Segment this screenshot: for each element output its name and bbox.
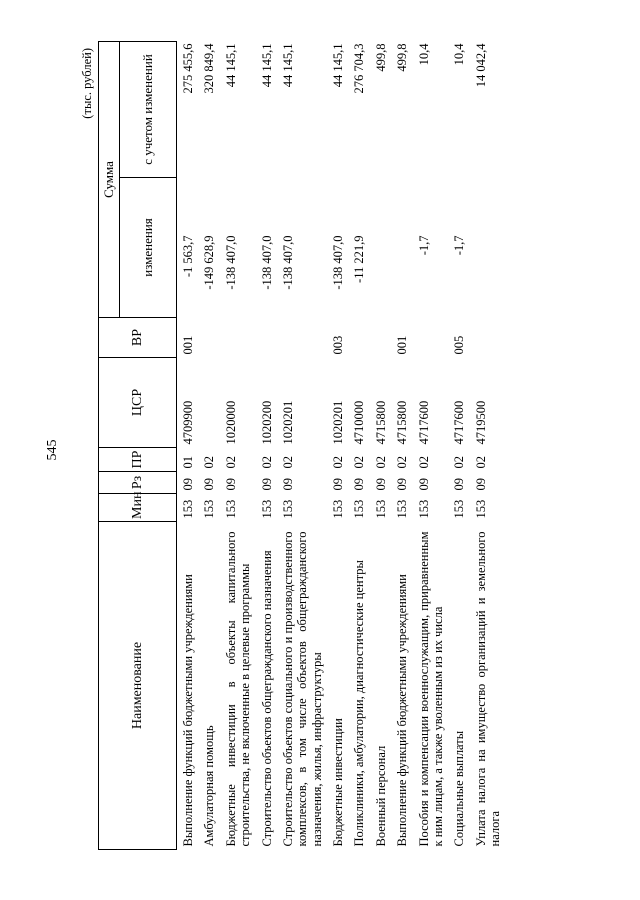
row-rz: 09 — [181, 478, 195, 491]
header-vr: ВР — [99, 318, 177, 358]
table-row — [177, 42, 199, 850]
row-vr: 003 — [331, 335, 345, 355]
row-rz: 09 — [280, 478, 295, 491]
row-name: Выполнение функций бюджетными учреждениями — [181, 574, 195, 847]
row-csr: 1020201 — [331, 400, 345, 445]
row-name: Военный персонал — [373, 745, 388, 847]
row-rz: 09 — [473, 478, 488, 491]
row-change: -1,7 — [416, 235, 431, 256]
row-total: 10,4 — [416, 43, 431, 66]
row-change: -1,7 — [452, 235, 467, 256]
table-row — [256, 42, 277, 850]
header-changes: изменения — [120, 178, 177, 318]
row-min: 153 — [223, 499, 238, 519]
row-pr: 02 — [352, 456, 367, 469]
row-csr: 4715800 — [373, 400, 388, 445]
row-change: -138 407,0 — [259, 235, 274, 290]
table-row — [327, 42, 348, 850]
table-row — [370, 42, 391, 850]
row-vr — [370, 318, 391, 358]
table-row — [348, 42, 369, 850]
row-csr: 4710000 — [352, 400, 367, 445]
row-name: Пособия и компенсации военнослужащим, приравненным к ним лицам, а также уволенным из их числа — [416, 531, 445, 847]
row-vr — [198, 318, 219, 358]
row-pr: 02 — [452, 456, 467, 469]
row-min: 153 — [416, 499, 431, 519]
header-sum: Сумма — [99, 42, 120, 318]
row-total: 499,8 — [395, 43, 410, 72]
row-rz: 09 — [259, 478, 274, 491]
row-change: -138 407,0 — [280, 235, 295, 290]
row-rz: 09 — [202, 478, 217, 491]
row-csr: 4709900 — [181, 400, 195, 445]
row-min: 153 — [259, 499, 274, 519]
row-min: 153 — [395, 499, 410, 519]
row-name: Выполнение функций бюджетными учреждениями — [395, 574, 410, 847]
row-name: Амбулаторная помощь — [202, 725, 217, 847]
table-row — [198, 42, 219, 850]
row-vr — [256, 318, 277, 358]
row-vr — [277, 318, 327, 358]
units-label: (тыс. рублей) — [80, 48, 94, 119]
row-total: 275 455,6 — [181, 43, 195, 94]
row-vr — [348, 318, 369, 358]
header-name: Наименование — [99, 522, 177, 850]
page-number: 545 — [45, 439, 60, 461]
row-pr: 02 — [223, 456, 238, 469]
header-min: Мин — [99, 494, 177, 522]
row-total: 44 145,1 — [223, 43, 238, 88]
row-pr: 02 — [259, 456, 274, 469]
row-rz: 09 — [395, 478, 410, 491]
row-total: 44 145,1 — [331, 43, 345, 88]
row-csr: 4715800 — [395, 400, 410, 445]
row-csr: 4717600 — [416, 400, 431, 445]
row-min: 153 — [202, 499, 217, 519]
row-csr: 4717600 — [452, 400, 467, 445]
row-pr: 02 — [202, 456, 217, 469]
row-vr — [470, 318, 506, 358]
row-vr: 001 — [395, 335, 410, 355]
rotated-page-content — [80, 42, 578, 850]
row-name: Социальные выплаты — [452, 730, 467, 847]
table-row — [448, 42, 469, 850]
row-total: 276 704,3 — [352, 43, 367, 94]
row-change — [391, 178, 412, 318]
table-row — [220, 42, 256, 850]
row-pr: 02 — [280, 456, 295, 469]
table-header — [99, 42, 177, 850]
row-rz: 09 — [416, 478, 431, 491]
row-rz: 09 — [331, 478, 345, 491]
row-csr: 1020200 — [259, 400, 274, 445]
row-pr: 02 — [331, 456, 345, 469]
row-csr: 1020201 — [280, 400, 295, 445]
row-min: 153 — [352, 499, 367, 519]
row-name: Бюджетные инвестиции в объекты капитального строительства, не включенные в целевые программы — [223, 531, 253, 847]
row-csr: 4719500 — [473, 400, 488, 445]
row-min: 153 — [473, 499, 488, 519]
row-vr: 001 — [181, 335, 195, 355]
row-pr: 01 — [181, 456, 195, 469]
row-total: 10,4 — [452, 43, 467, 66]
row-rz: 09 — [223, 478, 238, 491]
table-row — [470, 42, 506, 850]
row-change — [470, 178, 506, 318]
row-total: 44 145,1 — [259, 43, 274, 88]
row-csr: 1020000 — [223, 400, 238, 445]
header-rz: Рз — [99, 472, 177, 494]
row-name: Уплата налога на имущество организаций и земельного налога — [473, 531, 502, 847]
header-csr: ЦСР — [99, 358, 177, 448]
row-min: 153 — [331, 499, 345, 519]
row-name: Поликлиники, амбулатории, диагностические центры — [352, 560, 367, 847]
row-total: 499,8 — [373, 43, 388, 72]
row-min: 153 — [181, 499, 195, 519]
row-csr — [198, 358, 219, 448]
table-body — [177, 42, 506, 850]
row-vr — [220, 318, 256, 358]
row-vr: 005 — [452, 335, 467, 355]
row-total: 14 042,4 — [473, 43, 488, 88]
row-pr: 02 — [395, 456, 410, 469]
row-rz: 09 — [373, 478, 388, 491]
budget-table — [98, 41, 505, 850]
table-row — [277, 42, 327, 850]
header-with-changes: с учетом изменений — [120, 42, 177, 178]
row-change: -11 221,9 — [352, 235, 367, 283]
table-row — [413, 42, 449, 850]
row-change: -149 628,9 — [202, 235, 217, 290]
row-pr: 02 — [416, 456, 431, 469]
row-rz: 09 — [452, 478, 467, 491]
row-total: 320 849,4 — [202, 43, 217, 94]
row-pr: 02 — [373, 456, 388, 469]
row-vr — [413, 318, 449, 358]
row-change: -138 407,0 — [223, 235, 238, 290]
row-min: 153 — [373, 499, 388, 519]
row-min: 153 — [452, 499, 467, 519]
row-pr: 02 — [473, 456, 488, 469]
row-name: Бюджетные инвестиции — [331, 718, 345, 847]
row-change — [370, 178, 391, 318]
header-pr: ПР — [99, 448, 177, 472]
row-rz: 09 — [352, 478, 367, 491]
row-change: -138 407,0 — [331, 235, 345, 290]
row-total: 44 145,1 — [280, 43, 295, 88]
table-row — [391, 42, 412, 850]
row-change: -1 563,7 — [181, 235, 195, 278]
row-min: 153 — [280, 499, 295, 519]
row-name: Строительство объектов социального и производственного комплексов, в том числе объектов общегражданского назначения, жилья, инфраструктуры — [280, 531, 324, 847]
row-name: Строительство объектов общегражданского назначения — [259, 550, 274, 847]
